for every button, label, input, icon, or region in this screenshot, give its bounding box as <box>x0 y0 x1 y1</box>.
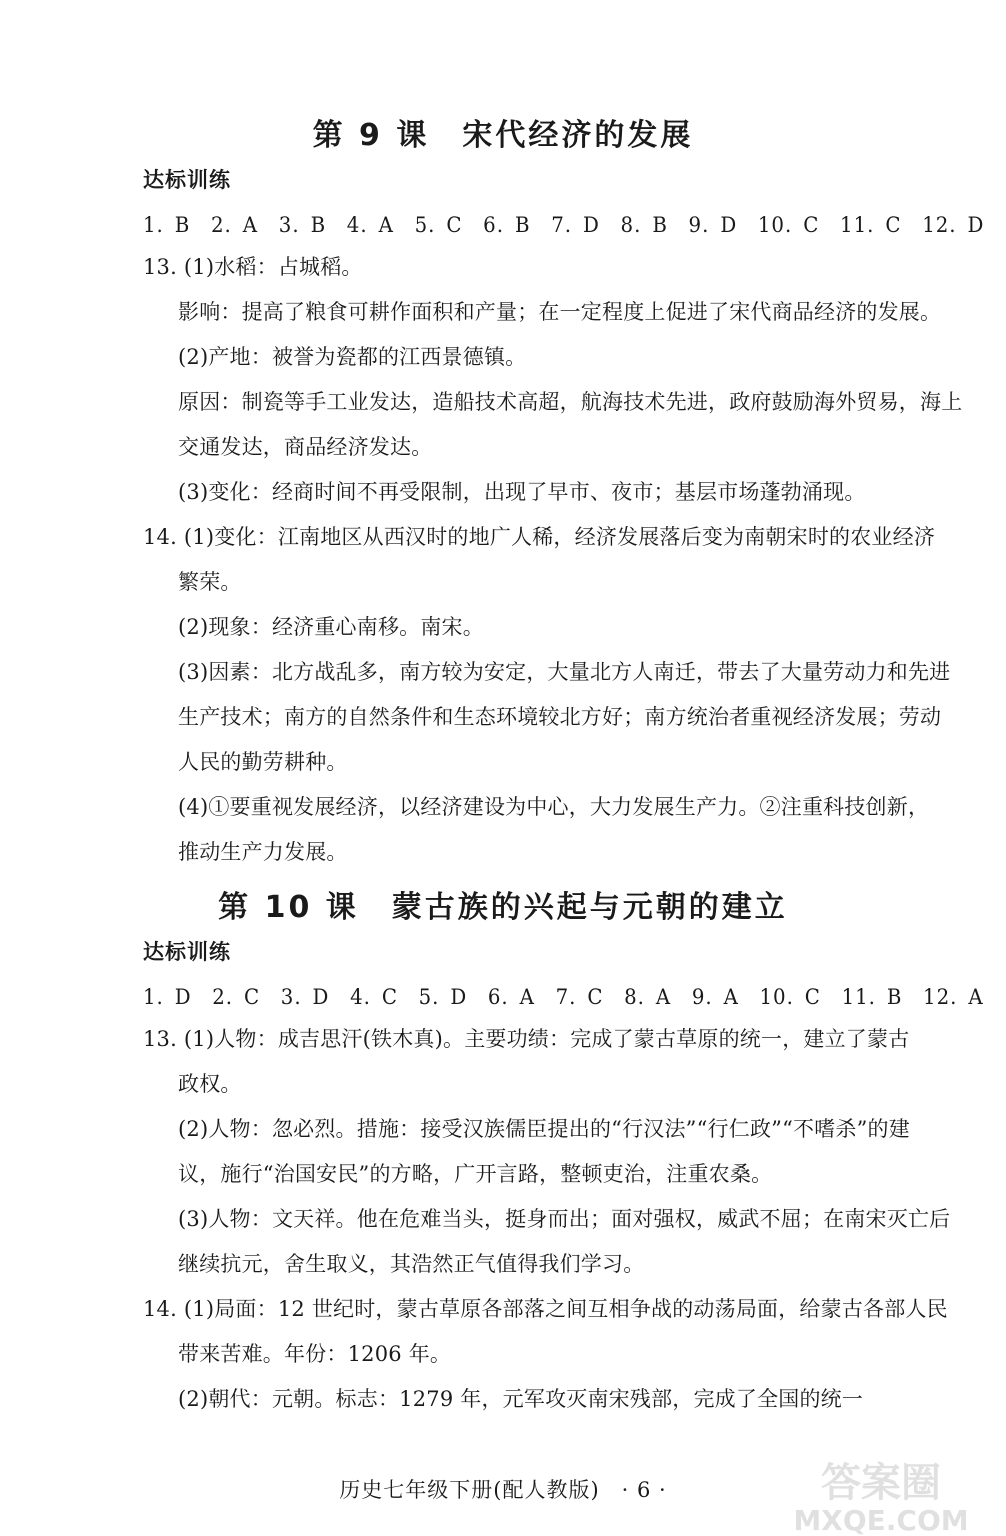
answer-line: 原因：制瓷等手工业发达，造船技术高超，航海技术先进，政府鼓励海外贸易，海上 <box>178 390 963 414</box>
answer-line: 14. (1)局面：12 世纪时，蒙古草原各部落之间互相争战的动荡局面，给蒙古各部人民 <box>143 1297 948 1321</box>
answer-line: 14. (1)变化：江南地区从西汉时的地广人稀，经济发展落后变为南朝宋时的农业经济 <box>143 525 936 549</box>
answer-line: 生产技术；南方的自然条件和生态环境较北方好；南方统治者重视经济发展；劳动 <box>178 705 942 729</box>
lesson-10-title: 第 10 课 蒙古族的兴起与元朝的建立 <box>218 890 788 925</box>
watermark-url: MXQE.COM <box>793 1504 969 1536</box>
answer-line: (2)人物：忽必烈。措施：接受汉族儒臣提出的“行汉法”“行仁政”“不嗜杀”的建 <box>178 1117 910 1141</box>
lesson-9-multiple-choice-answers: 1. B 2. A 3. B 4. A 5. C 6. B 7. D 8. B 9. D 10. C 11. C 12. D <box>143 213 985 237</box>
answer-line: (2)现象：经济重心南移。南宋。 <box>178 615 484 639</box>
answer-line: 政权。 <box>178 1072 242 1096</box>
answer-line: (3)因素：北方战乱多，南方较为安定，大量北方人南迁，带去了大量劳动力和先进 <box>178 660 951 684</box>
answer-line: (3)人物：文天祥。他在危难当头，挺身而出；面对强权，威武不屈；在南宋灭亡后 <box>178 1207 951 1231</box>
lesson-9-section-label: 达标训练 <box>143 168 231 192</box>
answer-line: 带来苦难。年份：1206 年。 <box>178 1342 452 1366</box>
lesson-9-title: 第 9 课 宋代经济的发展 <box>312 118 694 153</box>
answer-line: 人民的勤劳耕种。 <box>178 750 348 774</box>
answer-line: (2)朝代：元朝。标志：1279 年，元军攻灭南宋残部，完成了全国的统一 <box>178 1387 864 1411</box>
answer-line: 影响：提高了粮食可耕作面积和产量；在一定程度上促进了宋代商品经济的发展。 <box>178 300 942 324</box>
page-footer: 历史七年级下册(配人教版) · 6 · <box>339 1478 667 1502</box>
answer-line: (2)产地：被誉为瓷都的江西景德镇。 <box>178 345 527 369</box>
answer-line: 13. (1)水稻：占城稻。 <box>143 255 363 279</box>
answer-line: 13. (1)人物：成吉思汗(铁木真)。主要功绩：完成了蒙古草原的统一，建立了蒙古 <box>143 1027 910 1051</box>
answer-line: (3)变化：经商时间不再受限制，出现了早市、夜市；基层市场蓬勃涌现。 <box>178 480 866 504</box>
watermark-text: 答案圈 <box>821 1460 941 1506</box>
answer-line: 议，施行“治国安民”的方略，广开言路，整顿吏治，注重农桑。 <box>178 1162 773 1186</box>
answer-line: 繁荣。 <box>178 570 242 594</box>
answer-line: 继续抗元，舍生取义，其浩然正气值得我们学习。 <box>178 1252 645 1276</box>
answer-line: 推动生产力发展。 <box>178 840 348 864</box>
lesson-10-multiple-choice-answers: 1. D 2. C 3. D 4. C 5. D 6. A 7. C 8. A 9. A 10. C 11. B 12. A <box>143 985 984 1009</box>
answer-line: 交通发达，商品经济发达。 <box>178 435 433 459</box>
watermark-logo <box>766 1450 996 1536</box>
lesson-10-section-label: 达标训练 <box>143 940 231 964</box>
answer-line: (4)①要重视发展经济，以经济建设为中心，大力发展生产力。②注重科技创新， <box>178 795 930 819</box>
